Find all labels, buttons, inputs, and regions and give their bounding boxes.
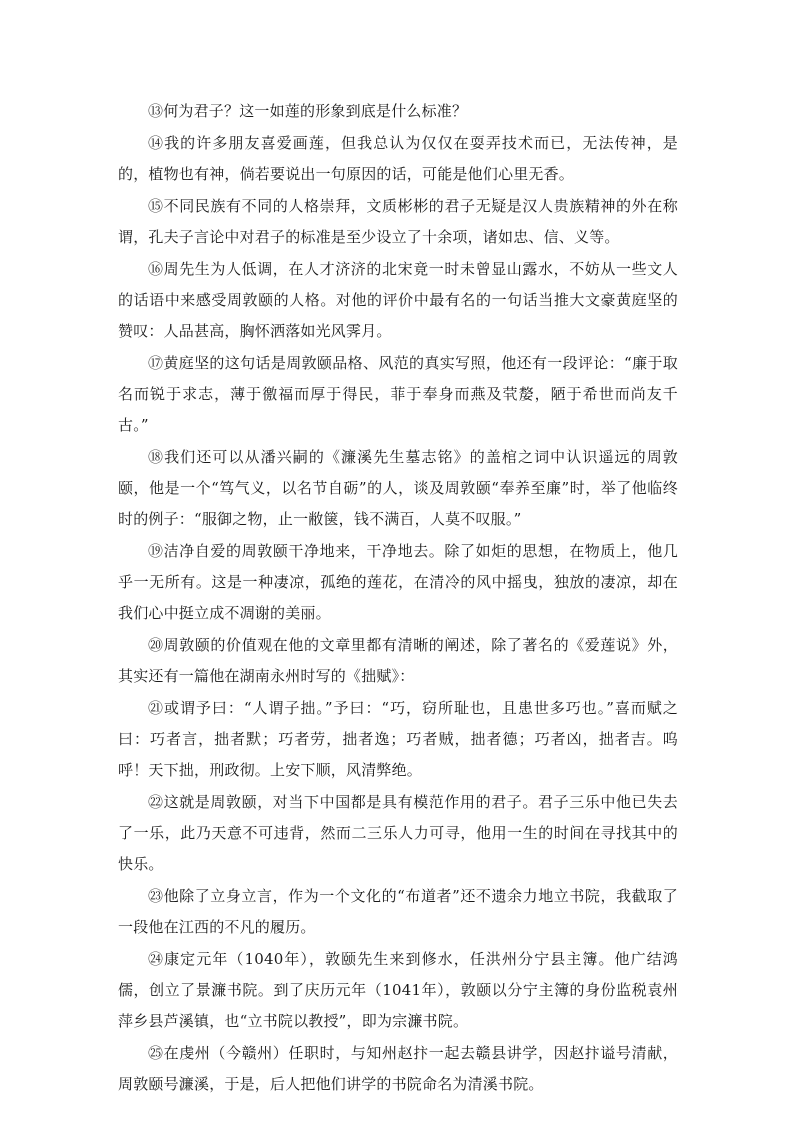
paragraph-21: ㉑或谓予曰：“人谓子拙。”予曰：“巧，窃所耻也，且患世多巧也。”喜而赋之曰：巧者言，拙者默；巧者劳，拙者逸；巧者贼，拙者德；巧者凶，拙者吉。呜呼！天下拙，刑政彻。上安下顺，风清弊绝。 <box>118 699 678 779</box>
paragraph-19: ⑲洁净自爱的周敦颐干净地来，干净地去。除了如炬的思想，在物质上，他几乎一无所有。这是一种凄凉，孤绝的莲花，在清冷的风中摇曳，独放的凄凉，却在我们心中挺立成不凋谢的美丽。 <box>118 542 678 622</box>
paragraph-15: ⑮不同民族有不同的人格崇拜，文质彬彬的君子无疑是汉人贵族精神的外在称谓，孔夫子言论中对君子的标准是至少设立了十余项，诸如忠、信、义等。 <box>118 197 678 246</box>
document-page <box>118 96 678 1101</box>
paragraph-13: ⑬何为君子？这一如莲的形象到底是什么标准？ <box>148 102 468 120</box>
paragraph-17: ⑰黄庭坚的这句话是周敦颐品格、风范的真实写照，他还有一段评论：“廉于取名而锐于求志，薄于徼福而厚于得民，菲于奉身而燕及茕嫠，陋于希世而尚友千古。” <box>118 354 678 434</box>
paragraph-25: ㉕在虔州（今赣州）任职时，与知州赵抃一起去赣县讲学，因赵抃谥号清献，周敦颐号濂溪，于是，后人把他们讲学的书院命名为清溪书院。 <box>118 1044 678 1093</box>
paragraph-22: ㉒这就是周敦颐，对当下中国都是具有模范作用的君子。君子三乐中他已失去了一乐，此乃天意不可违背，然而二三乐人力可寻，他用一生的时间在寻找其中的快乐。 <box>118 793 678 873</box>
paragraph-20: ⑳周敦颐的价值观在他的文章里都有清晰的阐述，除了著名的《爱莲说》外，其实还有一篇他在湖南永州时写的《拙赋》： <box>118 636 678 685</box>
paragraph-16: ⑯周先生为人低调，在人才济济的北宋竟一时未曾显山露水，不妨从一些文人的话语中来感受周敦颐的人格。对他的评价中最有名的一句话当推大文豪黄庭坚的赞叹：人品甚高，胸怀洒落如光风霁月。 <box>118 260 678 340</box>
paragraph-14: ⑭我的许多朋友喜爱画莲，但我总认为仅仅在耍弄技术而已，无法传神，是的，植物也有神，倘若要说出一句原因的话，可能是他们心里无香。 <box>118 134 678 183</box>
paragraph-23: ㉓他除了立身立言，作为一个文化的“布道者”还不遗余力地立书院，我截取了一段他在江西的不凡的履历。 <box>118 887 678 936</box>
paragraph-18: ⑱我们还可以从潘兴嗣的《濂溪先生墓志铭》的盖棺之词中认识遥远的周敦颐，他是一个“笃气义，以名节自砺”的人，谈及周敦颐“奉养至廉”时，举了他临终时的例子：“服御之物，止一敝箧，钱不满百，人莫不叹服。” <box>118 448 678 528</box>
paragraph-24: ㉔康定元年（1040年），敦颐先生来到修水，任洪州分宁县主簿。他广结鸿儒，创立了景濂书院。到了庆历元年（1041年），敦颐以分宁主簿的身份监税袁州萍乡县芦溪镇，也“立书院以教授”，即为宗濂书院。 <box>118 950 678 1030</box>
